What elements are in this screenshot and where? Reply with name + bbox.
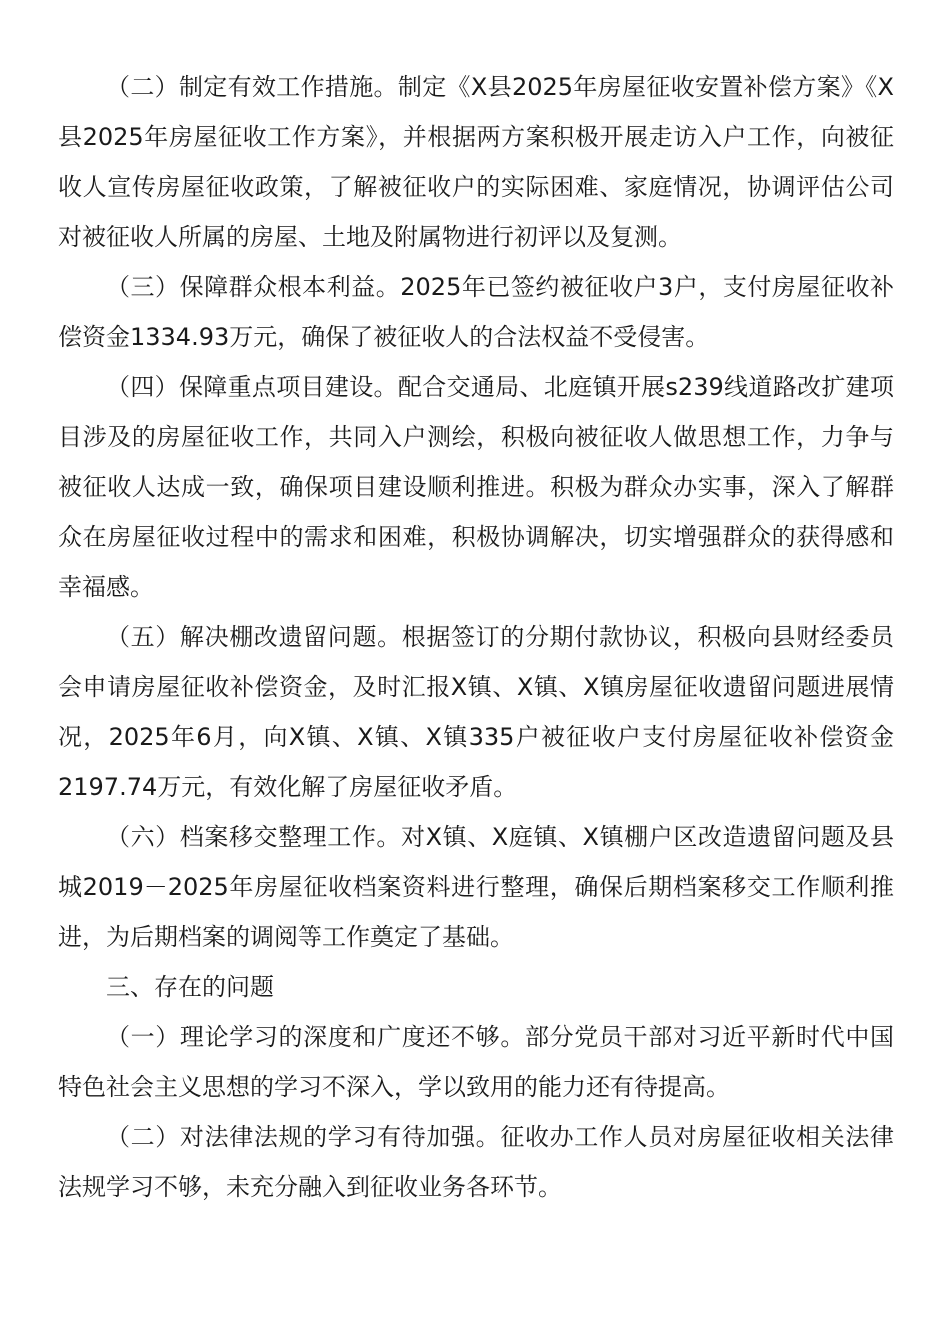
document-page xyxy=(58,62,894,1212)
paragraph-key-projects: （四）保障重点项目建设。配合交通局、北庭镇开展s239线道路改扩建项目涉及的房屋征收工作，共同入户测绘，积极向被征收人做思想工作，力争与被征收人达成一致，确保项目建设顺利推进。积极为群众办实事，深入了解群众在房屋征收过程中的需求和困难，积极协调解决，切实增强群众的获得感和幸福感。 xyxy=(58,373,894,601)
paragraph-theory-study: （一）理论学习的深度和广度还不够。部分党员干部对习近平新时代中国特色社会主义思想的学习不深入，学以致用的能力还有待提高。 xyxy=(58,1023,894,1101)
paragraph-archives: （六）档案移交整理工作。对X镇、X庭镇、X镇棚户区改造遗留问题及县城2019－2025年房屋征收档案资料进行整理，确保后期档案移交工作顺利推进，为后期档案的调阅等工作奠定了基础。 xyxy=(58,823,894,951)
paragraph-measures: （二）制定有效工作措施。制定《X县2025年房屋征收安置补偿方案》《X县2025年房屋征收工作方案》，并根据两方案积极开展走访入户工作，向被征收人宣传房屋征收政策，了解被征收户的实际困难、家庭情况，协调评估公司对被征收人所属的房屋、土地及附属物进行初评以及复测。 xyxy=(58,73,894,251)
paragraph-law-study: （二）对法律法规的学习有待加强。征收办工作人员对房屋征收相关法律法规学习不够，未充分融入到征收业务各环节。 xyxy=(58,1123,894,1201)
paragraph-shantytown: （五）解决棚改遗留问题。根据签订的分期付款协议，积极向县财经委员会申请房屋征收补偿资金，及时汇报X镇、X镇、X镇房屋征收遗留问题进展情况，2025年6月，向X镇、X镇、X镇335户被征收户支付房屋征收补偿资金2197.74万元，有效化解了房屋征收矛盾。 xyxy=(58,623,894,801)
section-heading-problems: 三、存在的问题 xyxy=(106,973,274,1001)
paragraph-interests: （三）保障群众根本利益。2025年已签约被征收户3户，支付房屋征收补偿资金1334.93万元，确保了被征收人的合法权益不受侵害。 xyxy=(58,273,894,351)
